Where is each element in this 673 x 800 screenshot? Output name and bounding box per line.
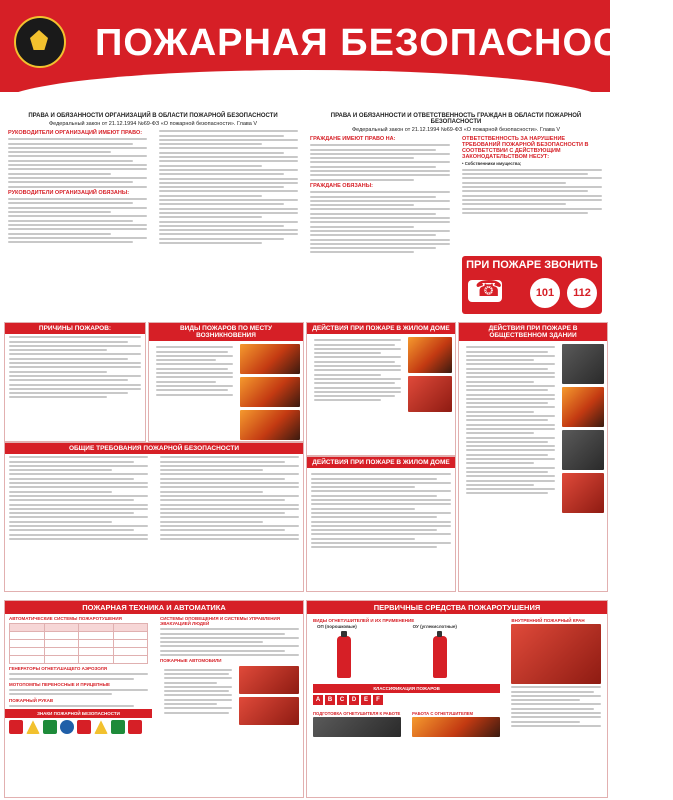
fire-class-a: A — [313, 695, 323, 705]
phone-icon — [468, 280, 502, 302]
emergency-number-101: 101 — [528, 276, 562, 310]
exit-sign-icon — [43, 720, 57, 734]
fire-photo-1 — [240, 344, 300, 374]
fire-truck-photo-1 — [239, 666, 299, 694]
mandatory-sign-icon — [60, 720, 74, 734]
citizens-resp-heading: ОТВЕТСТВЕННОСТЬ ЗА НАРУШЕНИЕ ТРЕБОВАНИЙ ПОЖАРНОЙ БЕЗОПАСНОСТИ В СООТВЕТСТВИИ С ДЕЙСТВУЮЩИМ ЗАКОНОДАТЕЛЬСТВОМ НЕСУТ: — [462, 136, 589, 160]
fire-types-title: ВИДЫ ПОЖАРОВ ПО МЕСТУ ВОЗНИКНОВЕНИЯ — [149, 323, 303, 341]
emergency-call-box — [462, 256, 602, 314]
co2-extinguisher-icon — [433, 636, 447, 678]
fire-photo-2 — [240, 377, 300, 407]
first-aid-sign-icon — [111, 720, 125, 734]
flammable-sign-icon — [94, 720, 108, 734]
fire-types-panel — [148, 322, 304, 442]
orgs-rights-heading: РУКОВОДИТЕЛИ ОРГАНИЗАЦИЙ ИМЕЮТ ПРАВО: — [8, 130, 143, 136]
citizens-rights-subtitle: Федеральный закон от 21.12.1994 №69-ФЗ «О пожарной безопасности». Глава V — [351, 127, 561, 133]
public-fire-title: ДЕЙСТВИЯ ПРИ ПОЖАРЕ В ОБЩЕСТВЕННОМ ЗДАНИИ — [459, 323, 607, 341]
equip-sub-signs: ЗНАКИ ПОЖАРНОЙ БЕЗОПАСНОСТИ — [5, 709, 152, 718]
work-extinguisher-photo — [412, 717, 500, 737]
fire-class-c: C — [337, 695, 347, 705]
equip-sub-aerosol: ГЕНЕРАТОРЫ ОГНЕТУШАЩЕГО АЭРОЗОЛЯ — [9, 666, 108, 671]
general-title: ОБЩИЕ ТРЕБОВАНИЯ ПОЖАРНОЙ БЕЗОПАСНОСТИ — [5, 443, 303, 454]
orgs-rights-title: ПРАВА И ОБЯЗАННОСТИ ОРГАНИЗАЦИЙ В ОБЛАСТИ ПОЖАРНОЙ БЕЗОПАСНОСТИ — [28, 113, 278, 119]
orgs-duties-heading: РУКОВОДИТЕЛИ ОРГАНИЗАЦИЙ ОБЯЗАНЫ: — [8, 189, 130, 196]
fire-class-e: E — [361, 695, 371, 705]
emblem-icon — [14, 16, 66, 68]
primary-sub-work: РАБОТА С ОГНЕТУШИТЕЛЕМ — [412, 711, 473, 716]
equip-table — [9, 623, 148, 664]
fire-extinguisher-sign-icon — [9, 720, 23, 734]
public-fire-photo-3 — [562, 430, 604, 470]
causes-panel — [4, 322, 146, 442]
public-fire-photo-1 — [562, 344, 604, 384]
primary-sub-classes: КЛАССИФИКАЦИЯ ПОЖАРОВ — [313, 684, 500, 693]
home-fire-panel — [306, 322, 456, 456]
citizens-rights-heading: ГРАЖДАНЕ ИМЕЮТ ПРАВО НА: — [310, 136, 396, 142]
powder-extinguisher-icon — [337, 636, 351, 678]
primary-sub-hydrant: ВНУТРЕННИЙ ПОЖАРНЫЙ КРАН — [511, 618, 585, 623]
citizens-resp-item: • Собственники имущества; — [462, 161, 522, 166]
orgs-rights-panel — [4, 112, 302, 320]
emergency-number-112: 112 — [565, 276, 599, 310]
ext-co2-label: ОУ (углекислотные) — [412, 624, 457, 629]
primary-panel — [306, 600, 608, 798]
fire-cabinet-photo — [511, 624, 601, 684]
equipment-panel — [4, 600, 304, 798]
home-fire-2-title: ДЕЙСТВИЯ ПРИ ПОЖАРЕ В ЖИЛОМ ДОМЕ — [307, 457, 455, 468]
equip-sub-auto: АВТОМАТИЧЕСКИЕ СИСТЕМЫ ПОЖАРОТУШЕНИЯ — [9, 616, 122, 621]
prep-extinguisher-photo — [313, 717, 401, 737]
equipment-title: ПОЖАРНАЯ ТЕХНИКА И АВТОМАТИКА — [5, 601, 303, 614]
citizens-duties-heading: ГРАЖДАНЕ ОБЯЗАНЫ: — [310, 182, 373, 189]
citizens-rights-title: ПРАВА И ОБЯЗАННОСТИ И ОТВЕТСТВЕННОСТЬ ГРАЖДАН В ОБЛАСТИ ПОЖАРНОЙ БЕЗОПАСНОСТИ — [330, 113, 582, 125]
fire-truck-photo-2 — [239, 697, 299, 725]
fire-photo-3 — [240, 410, 300, 440]
general-panel — [4, 442, 304, 592]
primary-sub-types: ВИДЫ ОГНЕТУШИТЕЛЕЙ И ИХ ПРИМЕНЕНИЕ — [313, 618, 415, 623]
warning-sign-icon — [26, 720, 40, 734]
home-fire-title: ДЕЙСТВИЯ ПРИ ПОЖАРЕ В ЖИЛОМ ДОМЕ — [307, 323, 455, 334]
public-fire-photo-4 — [562, 473, 604, 513]
safety-signs — [5, 718, 152, 736]
equip-sub-alert: СИСТЕМЫ ОПОВЕЩЕНИЯ И СИСТЕМЫ УПРАВЛЕНИЯ ЭВАКУАЦИЕЙ ЛЮДЕЙ — [160, 616, 280, 626]
ext-powder-label: ОП (порошковые) — [317, 624, 357, 629]
primary-title: ПЕРВИЧНЫЕ СРЕДСТВА ПОЖАРОТУШЕНИЯ — [307, 601, 607, 614]
public-fire-panel — [458, 322, 608, 592]
alarm-sign-icon — [128, 720, 142, 734]
orgs-rights-subtitle: Федеральный закон от 21.12.1994 №69-ФЗ «О пожарной безопасности». Глава V — [48, 121, 258, 127]
fire-class-d: D — [349, 695, 359, 705]
home-fire-photo-2 — [408, 376, 452, 412]
emergency-call-label: ПРИ ПОЖАРЕ ЗВОНИТЬ — [466, 259, 598, 271]
equip-sub-pumps: МОТОПОМПЫ ПЕРЕНОСНЫЕ И ПРИЦЕПНЫЕ — [9, 681, 111, 687]
page-title: ПОЖАРНАЯ БЕЗОПАСНОСТЬ — [95, 22, 673, 64]
causes-title: ПРИЧИНЫ ПОЖАРОВ: — [5, 323, 145, 334]
primary-sub-prep: ПОДГОТОВКА ОГНЕТУШИТЕЛЯ К РАБОТЕ — [313, 711, 401, 716]
equip-sub-hose: ПОЖАРНЫЙ РУКАВ — [9, 697, 54, 703]
hydrant-sign-icon — [77, 720, 91, 734]
fire-class-f: F — [373, 695, 383, 705]
public-fire-photo-2 — [562, 387, 604, 427]
fire-class-b: B — [325, 695, 335, 705]
home-fire-photo-1 — [408, 337, 452, 373]
home-fire-2-panel — [306, 456, 456, 592]
equip-sub-trucks: ПОЖАРНЫЕ АВТОМОБИЛИ — [160, 658, 222, 664]
